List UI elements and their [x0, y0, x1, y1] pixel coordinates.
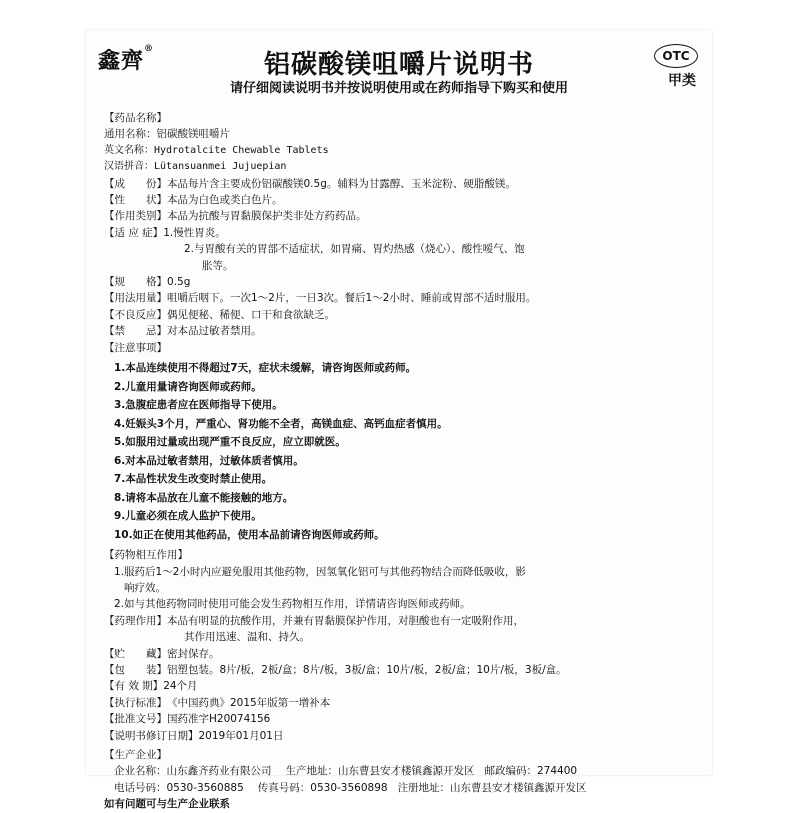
contra-label: 【禁 忌】 — [104, 325, 167, 338]
indications-label: 【适 应 症】 — [104, 226, 164, 239]
leaflet-body — [104, 110, 698, 813]
validity-label: 【有 效 期】 — [104, 680, 164, 693]
leaflet-sheet — [86, 30, 712, 811]
manufacturer-label: 【生产企业】 — [104, 748, 167, 761]
interactions-line-2: 响疗效。 — [124, 581, 166, 594]
precaution-item: 2.儿童用量请咨询医师或药师。 — [114, 380, 262, 393]
precaution-item: 1.本品连续使用不得超过7天，症状未缓解，请咨询医师或药师。 — [114, 362, 417, 375]
phone-number: 电话号码：0530-3560885 — [114, 781, 244, 794]
precaution-item: 5.如服用过量或出现严重不良反应，应立即就医。 — [114, 436, 346, 449]
standard-text: 《中国药典》2015年版第一增补本 — [167, 696, 331, 709]
usage-text: 咀嚼后咽下。一次1～2片，一日3次。餐后1～2小时、睡前或胃部不适时服用。 — [167, 292, 537, 305]
approval-label: 【批准文号】 — [104, 713, 167, 726]
postcode: 邮政编码：274400 — [484, 765, 578, 778]
interactions-line-3: 2.如与其他药物同时使用可能会发生药物相互作用，详情请咨询医师或药师。 — [114, 598, 471, 611]
contact-note: 如有问题可与生产企业联系 — [104, 798, 230, 811]
pharmacology-line-1: 本品有明显的抗酸作用，并兼有胃黏膜保护作用，对胆酸也有一定吸附作用， — [167, 614, 524, 627]
otc-grade: 甲类 — [668, 73, 696, 89]
fax-number: 传真号码：0530-3560898 — [257, 781, 388, 794]
otc-badge: OTC — [654, 44, 698, 68]
pharmacology-label: 【药理作用】 — [104, 614, 167, 627]
adverse-text: 偶见便秘、稀便、口干和食欲缺乏。 — [167, 308, 335, 321]
production-address: 生产地址：山东曹县安才楼镇鑫源开发区 — [285, 765, 475, 778]
contra-text: 对本品过敏者禁用。 — [167, 325, 262, 338]
properties-field — [104, 192, 698, 208]
brand-logo-text: 鑫齊 — [98, 48, 145, 74]
spec-label: 【规 格】 — [104, 276, 167, 289]
interactions-line-1: 1.服药后1～2小时内应避免服用其他药物，因氢氧化铝可与其他药物结合而降低吸收，影 — [114, 565, 526, 578]
revision-label: 【说明书修订日期】 — [104, 729, 199, 742]
category-field — [104, 208, 698, 224]
category-label: 【作用类别】 — [104, 210, 167, 223]
precaution-item: 8.请将本品放在儿童不能接触的地方。 — [114, 491, 294, 504]
precautions-label: 【注意事项】 — [104, 341, 167, 354]
common-name: 通用名称：铝碳酸镁咀嚼片 — [104, 128, 230, 141]
pharmacology-field — [104, 613, 698, 629]
validity-text: 24个月 — [163, 680, 198, 693]
page-title: 铝碳酸镁咀嚼片说明书 — [263, 50, 534, 80]
registered-mark: ® — [144, 44, 155, 54]
standard-field — [104, 695, 698, 711]
precaution-item: 3.急腹症患者应在医师指导下使用。 — [114, 399, 283, 412]
package-field — [104, 662, 698, 678]
indications-line-1: 1.慢性胃炎。 — [163, 226, 226, 239]
adverse-label: 【不良反应】 — [104, 308, 167, 321]
precaution-item: 6.对本品过敏者禁用，过敏体质者慎用。 — [114, 454, 304, 467]
properties-text: 本品为白色或类白色片。 — [167, 194, 283, 207]
pharmacology-line-2: 其作用迅速、温和、持久。 — [184, 631, 310, 644]
package-text: 铝塑包装。8片/板，2板/盒；8片/板，3板/盒；10片/板，2板/盒；10片/板，3板/盒。 — [167, 663, 567, 676]
revision-field — [104, 728, 698, 744]
properties-label: 【性 状】 — [104, 194, 167, 207]
pinyin-name: 汉语拼音：Lütansuanmei Jujuepian — [104, 161, 287, 173]
revision-text: 2019年01月01日 — [198, 729, 284, 742]
validity-field — [104, 678, 698, 694]
approval-field — [104, 711, 698, 727]
precaution-item: 4.妊娠头3个月，严重心、肾功能不全者，高镁血症、高钙血症者慎用。 — [114, 417, 448, 430]
ingredients-text: 本品每片含主要成份铝碳酸镁0.5g。辅料为甘露醇、玉米淀粉、硬脂酸镁。 — [167, 177, 516, 190]
storage-field — [104, 646, 698, 662]
usage-field — [104, 290, 698, 306]
leaflet-header — [86, 30, 712, 108]
indications-field — [104, 225, 698, 241]
company-name: 企业名称：山东鑫齐药业有限公司 — [114, 765, 272, 778]
page-subtitle: 请仔细阅读说明书并按说明使用或在药师指导下购买和使用 — [229, 81, 568, 96]
registered-address: 注册地址：山东曹县安才楼镇鑫源开发区 — [397, 781, 587, 794]
indications-line-3: 胀等。 — [202, 259, 234, 272]
precaution-item: 7.本品性状发生改变时禁止使用。 — [114, 473, 273, 486]
ingredients-field — [104, 176, 698, 192]
english-name: 英文名称：Hydrotalcite Chewable Tablets — [104, 144, 329, 156]
name-section-label: 【药品名称】 — [104, 112, 167, 124]
category-text: 本品为抗酸与胃黏膜保护类非处方药药品。 — [167, 210, 367, 223]
manufacturer-row-1 — [104, 763, 698, 779]
ingredients-label: 【成 份】 — [104, 177, 167, 190]
contra-field — [104, 323, 698, 339]
approval-text: 国药准字H20074156 — [167, 713, 271, 726]
storage-label: 【贮 藏】 — [104, 647, 167, 660]
standard-label: 【执行标准】 — [104, 696, 167, 709]
manufacturer-row-2 — [104, 780, 698, 796]
interactions-label: 【药物相互作用】 — [104, 549, 188, 562]
spec-field — [104, 274, 698, 290]
package-label: 【包 装】 — [104, 663, 167, 676]
precaution-item: 10.如正在使用其他药品，使用本品前请咨询医师或药师。 — [114, 528, 385, 541]
precaution-item: 9.儿童必须在成人监护下使用。 — [114, 510, 262, 523]
storage-text: 密封保存。 — [167, 647, 220, 660]
usage-label: 【用法用量】 — [104, 292, 167, 305]
indications-line-2: 2.与胃酸有关的胃部不适症状，如胃痛、胃灼热感（烧心）、酸性嗳气、饱 — [184, 243, 525, 256]
adverse-field — [104, 307, 698, 323]
spec-text: 0.5g — [167, 276, 191, 289]
